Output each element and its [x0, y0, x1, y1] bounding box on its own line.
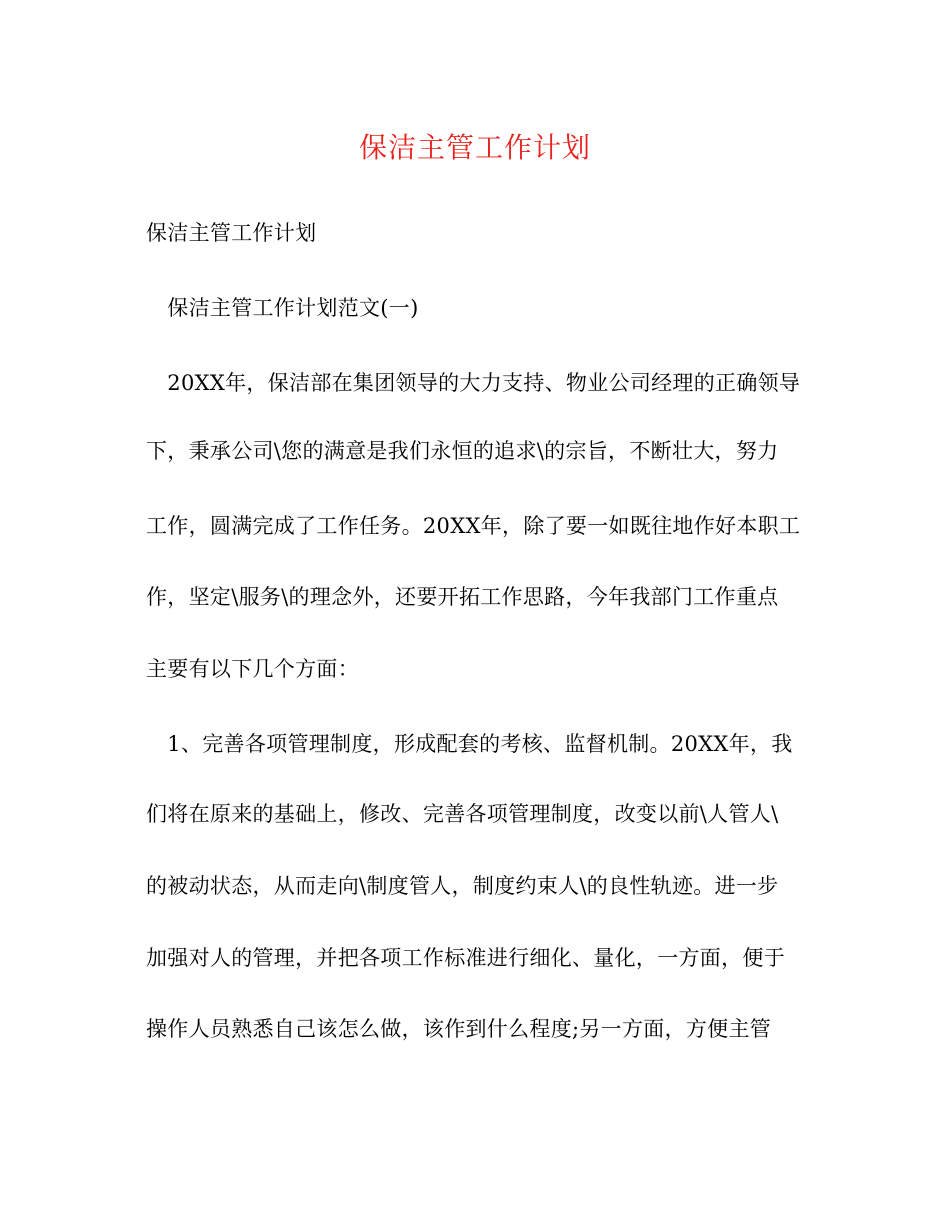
paragraph-line: 下，秉承公司\您的满意是我们永恒的追求\的宗旨，不断壮大，努力 [146, 439, 779, 463]
paragraph-line: 工作，圆满完成了工作任务。20XX年，除了要一如既往地作好本职工 [146, 514, 801, 538]
paragraph-line: 加强对人的管理，并把各项工作标准进行细化、量化，一方面，便于 [146, 946, 785, 970]
paragraph-line: 作，坚定\服务\的理念外，还要开拓工作思路，今年我部门工作重点 [146, 585, 779, 609]
paragraph-line: 主要有以下几个方面： [146, 657, 359, 681]
paragraph-line: 20XX年，保洁部在集团领导的大力支持、物业公司经理的正确领导 [146, 371, 801, 395]
paragraph-line: 1、完善各项管理制度，形成配套的考核、监督机制。20XX年，我 [146, 732, 793, 756]
document-title: 保洁主管工作计划 [358, 131, 591, 164]
subheading-line: 保洁主管工作计划范文(一) [146, 296, 419, 320]
paragraph-line: 的被动状态，从而走向\制度管人，制度约束人\的良性轨迹。进一步 [146, 874, 779, 898]
paragraph-line: 操作人员熟悉自己该怎么做，该作到什么程度;另一方面，方便主管 [146, 1017, 772, 1041]
paragraph-line: 们将在原来的基础上，修改、完善各项管理制度，改变以前\人管人\ [146, 802, 779, 826]
heading-line: 保洁主管工作计划 [146, 221, 317, 245]
